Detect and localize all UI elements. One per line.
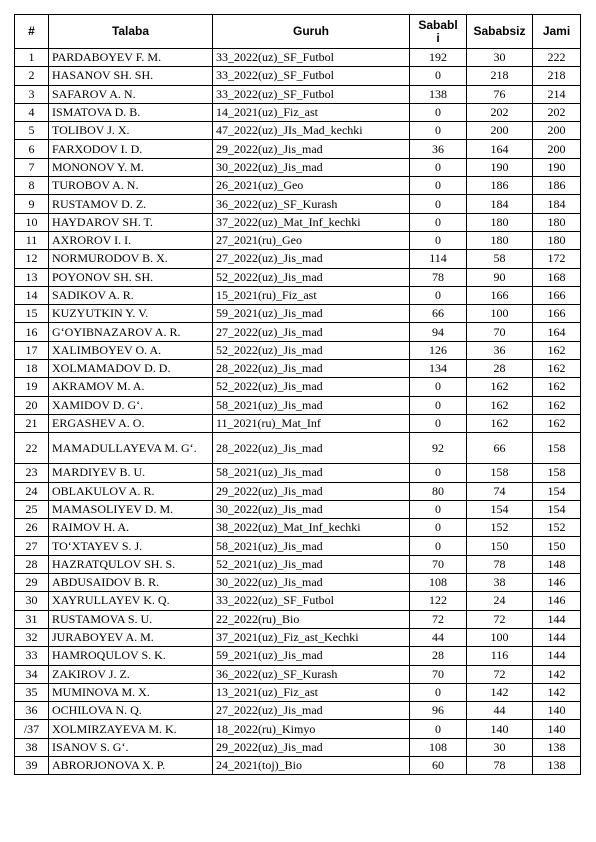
table-row (15, 49, 581, 67)
group-cell: 29_2022(uz)_Jis_mad (213, 140, 410, 158)
excused-cell: 0 (410, 213, 467, 231)
unexcused-cell: 190 (467, 158, 533, 176)
excused-cell: 72 (410, 610, 467, 628)
table-row (15, 268, 581, 286)
student-name-cell: TO‘XTAYEV S. J. (49, 537, 213, 555)
student-name-cell: HAYDAROV SH. T. (49, 213, 213, 231)
row-number-cell: /37 (15, 720, 49, 738)
total-cell: 158 (533, 433, 581, 464)
table-row (15, 647, 581, 665)
group-cell: 58_2021(uz)_Jis_mad (213, 464, 410, 482)
excused-cell: 60 (410, 756, 467, 774)
total-cell: 146 (533, 574, 581, 592)
row-number-cell: 33 (15, 647, 49, 665)
unexcused-cell: 186 (467, 177, 533, 195)
student-name-cell: ZAKIROV J. Z. (49, 665, 213, 683)
row-number-cell: 26 (15, 519, 49, 537)
row-number-cell: 23 (15, 464, 49, 482)
unexcused-cell: 24 (467, 592, 533, 610)
excused-cell: 0 (410, 177, 467, 195)
row-number-cell: 29 (15, 574, 49, 592)
table-row (15, 555, 581, 573)
table-row (15, 500, 581, 518)
table-row (15, 67, 581, 85)
row-number-cell: 7 (15, 158, 49, 176)
excused-cell: 0 (410, 378, 467, 396)
excused-cell: 0 (410, 195, 467, 213)
unexcused-cell: 158 (467, 464, 533, 482)
student-name-cell: ABDUSAIDOV B. R. (49, 574, 213, 592)
table-row (15, 414, 581, 432)
row-number-cell: 21 (15, 414, 49, 432)
table-row (15, 396, 581, 414)
total-cell: 166 (533, 305, 581, 323)
group-cell: 22_2022(ru)_Bio (213, 610, 410, 628)
table-row (15, 177, 581, 195)
unexcused-cell: 180 (467, 231, 533, 249)
student-name-cell: XOLMIRZAYEVA M. K. (49, 720, 213, 738)
total-cell: 162 (533, 378, 581, 396)
total-cell: 154 (533, 500, 581, 518)
group-cell: 52_2022(uz)_Jis_mad (213, 268, 410, 286)
unexcused-cell: 72 (467, 610, 533, 628)
header-group: Guruh (213, 15, 410, 49)
total-cell: 172 (533, 250, 581, 268)
group-cell: 59_2021(uz)_Jis_mad (213, 647, 410, 665)
group-cell: 11_2021(ru)_Mat_Inf (213, 414, 410, 432)
student-name-cell: TOLIBOV J. X. (49, 122, 213, 140)
student-name-cell: JURABOYEV A. M. (49, 628, 213, 646)
table-row (15, 122, 581, 140)
table-header-row (15, 15, 581, 49)
excused-cell: 0 (410, 396, 467, 414)
table-row (15, 702, 581, 720)
table-row (15, 140, 581, 158)
total-cell: 144 (533, 647, 581, 665)
table-row (15, 610, 581, 628)
unexcused-cell: 184 (467, 195, 533, 213)
excused-cell: 192 (410, 49, 467, 67)
excused-cell: 78 (410, 268, 467, 286)
header-unexcused: Sababsiz (467, 15, 533, 49)
student-name-cell: ABRORJONOVA X. P. (49, 756, 213, 774)
unexcused-cell: 58 (467, 250, 533, 268)
excused-cell: 94 (410, 323, 467, 341)
student-name-cell: AXROROV I. I. (49, 231, 213, 249)
table-row (15, 738, 581, 756)
excused-cell: 122 (410, 592, 467, 610)
group-cell: 37_2022(uz)_Mat_Inf_kechki (213, 213, 410, 231)
unexcused-cell: 76 (467, 85, 533, 103)
total-cell: 144 (533, 610, 581, 628)
row-number-cell: 39 (15, 756, 49, 774)
student-name-cell: ERGASHEV A. O. (49, 414, 213, 432)
total-cell: 154 (533, 482, 581, 500)
student-name-cell: MAMADULLAYEVA M. G‘. (49, 433, 213, 464)
excused-cell: 126 (410, 341, 467, 359)
unexcused-cell: 162 (467, 396, 533, 414)
student-name-cell: XOLMAMADOV D. D. (49, 360, 213, 378)
excused-cell: 80 (410, 482, 467, 500)
student-name-cell: SADIKOV A. R. (49, 286, 213, 304)
row-number-cell: 22 (15, 433, 49, 464)
student-name-cell: ISMATOVA D. B. (49, 103, 213, 121)
group-cell: 26_2021(uz)_Geo (213, 177, 410, 195)
row-number-cell: 9 (15, 195, 49, 213)
student-name-cell: NORMURODOV B. X. (49, 250, 213, 268)
header-total: Jami (533, 15, 581, 49)
group-cell: 58_2021(uz)_Jis_mad (213, 537, 410, 555)
total-cell: 214 (533, 85, 581, 103)
row-number-cell: 20 (15, 396, 49, 414)
unexcused-cell: 28 (467, 360, 533, 378)
excused-cell: 138 (410, 85, 467, 103)
header-excused (410, 15, 467, 49)
excused-cell: 70 (410, 555, 467, 573)
total-cell: 162 (533, 360, 581, 378)
unexcused-cell: 154 (467, 500, 533, 518)
student-name-cell: XAMIDOV D. G‘. (49, 396, 213, 414)
header-student: Talaba (49, 15, 213, 49)
table-row (15, 519, 581, 537)
table-row (15, 360, 581, 378)
group-cell: 27_2021(ru)_Geo (213, 231, 410, 249)
table-row (15, 158, 581, 176)
table-row (15, 195, 581, 213)
total-cell: 142 (533, 683, 581, 701)
unexcused-cell: 116 (467, 647, 533, 665)
row-number-cell: 34 (15, 665, 49, 683)
total-cell: 140 (533, 720, 581, 738)
total-cell: 184 (533, 195, 581, 213)
excused-cell: 0 (410, 519, 467, 537)
total-cell: 166 (533, 286, 581, 304)
student-name-cell: RUSTAMOV D. Z. (49, 195, 213, 213)
header-number: # (15, 15, 49, 49)
unexcused-cell: 100 (467, 305, 533, 323)
total-cell: 150 (533, 537, 581, 555)
row-number-cell: 18 (15, 360, 49, 378)
attendance-table (14, 14, 581, 775)
group-cell: 14_2021(uz)_Fiz_ast (213, 103, 410, 121)
row-number-cell: 25 (15, 500, 49, 518)
unexcused-cell: 36 (467, 341, 533, 359)
total-cell: 162 (533, 396, 581, 414)
unexcused-cell: 200 (467, 122, 533, 140)
unexcused-cell: 162 (467, 378, 533, 396)
excused-cell: 0 (410, 500, 467, 518)
row-number-cell: 30 (15, 592, 49, 610)
group-cell: 33_2022(uz)_SF_Futbol (213, 67, 410, 85)
unexcused-cell: 162 (467, 414, 533, 432)
row-number-cell: 24 (15, 482, 49, 500)
row-number-cell: 1 (15, 49, 49, 67)
table-row (15, 323, 581, 341)
group-cell: 30_2022(uz)_Jis_mad (213, 158, 410, 176)
row-number-cell: 8 (15, 177, 49, 195)
student-name-cell: RUSTAMOVA S. U. (49, 610, 213, 628)
table-body (15, 49, 581, 775)
group-cell: 37_2021(uz)_Fiz_ast_Kechki (213, 628, 410, 646)
group-cell: 29_2022(uz)_Jis_mad (213, 738, 410, 756)
student-name-cell: PARDABOYEV F. M. (49, 49, 213, 67)
row-number-cell: 5 (15, 122, 49, 140)
table-row (15, 537, 581, 555)
excused-cell: 70 (410, 665, 467, 683)
group-cell: 28_2022(uz)_Jis_mad (213, 433, 410, 464)
table-row (15, 231, 581, 249)
group-cell: 28_2022(uz)_Jis_mad (213, 360, 410, 378)
table-row (15, 103, 581, 121)
excused-cell: 0 (410, 464, 467, 482)
unexcused-cell: 66 (467, 433, 533, 464)
row-number-cell: 19 (15, 378, 49, 396)
excused-cell: 28 (410, 647, 467, 665)
row-number-cell: 13 (15, 268, 49, 286)
group-cell: 30_2022(uz)_Jis_mad (213, 574, 410, 592)
total-cell: 138 (533, 756, 581, 774)
student-name-cell: HASANOV SH. SH. (49, 67, 213, 85)
student-name-cell: XAYRULLAYEV K. Q. (49, 592, 213, 610)
total-cell: 158 (533, 464, 581, 482)
total-cell: 146 (533, 592, 581, 610)
group-cell: 47_2022(uz)_JIs_Mad_kechki (213, 122, 410, 140)
unexcused-cell: 164 (467, 140, 533, 158)
total-cell: 148 (533, 555, 581, 573)
row-number-cell: 15 (15, 305, 49, 323)
row-number-cell: 11 (15, 231, 49, 249)
row-number-cell: 36 (15, 702, 49, 720)
row-number-cell: 31 (15, 610, 49, 628)
excused-cell: 0 (410, 158, 467, 176)
unexcused-cell: 44 (467, 702, 533, 720)
total-cell: 190 (533, 158, 581, 176)
row-number-cell: 17 (15, 341, 49, 359)
group-cell: 33_2022(uz)_SF_Futbol (213, 85, 410, 103)
row-number-cell: 32 (15, 628, 49, 646)
table-row (15, 305, 581, 323)
excused-cell: 66 (410, 305, 467, 323)
excused-cell: 0 (410, 414, 467, 432)
table-row (15, 213, 581, 231)
unexcused-cell: 70 (467, 323, 533, 341)
student-name-cell: MARDIYEV B. U. (49, 464, 213, 482)
row-number-cell: 6 (15, 140, 49, 158)
group-cell: 52_2021(uz)_Jis_mad (213, 555, 410, 573)
total-cell: 202 (533, 103, 581, 121)
table-row (15, 574, 581, 592)
total-cell: 200 (533, 140, 581, 158)
table-row (15, 378, 581, 396)
row-number-cell: 4 (15, 103, 49, 121)
student-name-cell: XALIMBOYEV O. A. (49, 341, 213, 359)
row-number-cell: 3 (15, 85, 49, 103)
student-name-cell: G‘OYIBNAZAROV A. R. (49, 323, 213, 341)
student-name-cell: HAZRATQULOV SH. S. (49, 555, 213, 573)
row-number-cell: 38 (15, 738, 49, 756)
student-name-cell: OBLAKULOV A. R. (49, 482, 213, 500)
row-number-cell: 28 (15, 555, 49, 573)
total-cell: 138 (533, 738, 581, 756)
excused-cell: 36 (410, 140, 467, 158)
total-cell: 144 (533, 628, 581, 646)
table-row (15, 628, 581, 646)
total-cell: 186 (533, 177, 581, 195)
table-row (15, 665, 581, 683)
row-number-cell: 16 (15, 323, 49, 341)
table-row (15, 85, 581, 103)
unexcused-cell: 74 (467, 482, 533, 500)
row-number-cell: 12 (15, 250, 49, 268)
unexcused-cell: 100 (467, 628, 533, 646)
excused-cell: 44 (410, 628, 467, 646)
unexcused-cell: 78 (467, 756, 533, 774)
excused-cell: 108 (410, 738, 467, 756)
student-name-cell: MUMINOVA M. X. (49, 683, 213, 701)
student-name-cell: AKRAMOV M. A. (49, 378, 213, 396)
excused-cell: 0 (410, 103, 467, 121)
group-cell: 24_2021(toj)_Bio (213, 756, 410, 774)
unexcused-cell: 166 (467, 286, 533, 304)
group-cell: 27_2022(uz)_Jis_mad (213, 250, 410, 268)
excused-cell: 0 (410, 720, 467, 738)
group-cell: 18_2022(ru)_Kimyo (213, 720, 410, 738)
total-cell: 162 (533, 341, 581, 359)
unexcused-cell: 90 (467, 268, 533, 286)
total-cell: 152 (533, 519, 581, 537)
student-name-cell: ISANOV S. G‘. (49, 738, 213, 756)
group-cell: 13_2021(uz)_Fiz_ast (213, 683, 410, 701)
excused-cell: 0 (410, 286, 467, 304)
row-number-cell: 27 (15, 537, 49, 555)
student-name-cell: KUZYUTKIN Y. V. (49, 305, 213, 323)
group-cell: 33_2022(uz)_SF_Futbol (213, 592, 410, 610)
unexcused-cell: 30 (467, 738, 533, 756)
header-excused-line2: i (436, 30, 440, 45)
total-cell: 222 (533, 49, 581, 67)
total-cell: 168 (533, 268, 581, 286)
excused-cell: 96 (410, 702, 467, 720)
excused-cell: 0 (410, 231, 467, 249)
unexcused-cell: 78 (467, 555, 533, 573)
unexcused-cell: 202 (467, 103, 533, 121)
student-name-cell: RAIMOV H. A. (49, 519, 213, 537)
group-cell: 30_2022(uz)_Jis_mad (213, 500, 410, 518)
group-cell: 15_2021(ru)_Fiz_ast (213, 286, 410, 304)
group-cell: 27_2022(uz)_Jis_mad (213, 323, 410, 341)
student-name-cell: SAFAROV A. N. (49, 85, 213, 103)
student-name-cell: OCHILOVA N. Q. (49, 702, 213, 720)
excused-cell: 114 (410, 250, 467, 268)
table-row (15, 341, 581, 359)
group-cell: 58_2021(uz)_Jis_mad (213, 396, 410, 414)
table-row (15, 756, 581, 774)
group-cell: 52_2022(uz)_Jis_mad (213, 341, 410, 359)
group-cell: 36_2022(uz)_SF_Kurash (213, 665, 410, 683)
table-row (15, 286, 581, 304)
excused-cell: 108 (410, 574, 467, 592)
unexcused-cell: 30 (467, 49, 533, 67)
student-name-cell: POYONOV SH. SH. (49, 268, 213, 286)
student-name-cell: HAMROQULOV S. K. (49, 647, 213, 665)
header-excused-line1: Sababl (418, 17, 458, 32)
table-row (15, 464, 581, 482)
row-number-cell: 14 (15, 286, 49, 304)
total-cell: 218 (533, 67, 581, 85)
group-cell: 27_2022(uz)_Jis_mad (213, 702, 410, 720)
table-row (15, 250, 581, 268)
group-cell: 38_2022(uz)_Mat_Inf_kechki (213, 519, 410, 537)
excused-cell: 134 (410, 360, 467, 378)
group-cell: 52_2022(uz)_Jis_mad (213, 378, 410, 396)
row-number-cell: 35 (15, 683, 49, 701)
table-row (15, 683, 581, 701)
total-cell: 142 (533, 665, 581, 683)
unexcused-cell: 140 (467, 720, 533, 738)
row-number-cell: 2 (15, 67, 49, 85)
unexcused-cell: 180 (467, 213, 533, 231)
unexcused-cell: 142 (467, 683, 533, 701)
total-cell: 180 (533, 231, 581, 249)
unexcused-cell: 152 (467, 519, 533, 537)
unexcused-cell: 38 (467, 574, 533, 592)
total-cell: 162 (533, 414, 581, 432)
excused-cell: 0 (410, 537, 467, 555)
excused-cell: 0 (410, 122, 467, 140)
table-row (15, 720, 581, 738)
group-cell: 59_2021(uz)_Jis_mad (213, 305, 410, 323)
unexcused-cell: 218 (467, 67, 533, 85)
excused-cell: 0 (410, 683, 467, 701)
group-cell: 36_2022(uz)_SF_Kurash (213, 195, 410, 213)
table-row (15, 592, 581, 610)
group-cell: 29_2022(uz)_Jis_mad (213, 482, 410, 500)
student-name-cell: TUROBOV A. N. (49, 177, 213, 195)
total-cell: 180 (533, 213, 581, 231)
total-cell: 140 (533, 702, 581, 720)
excused-cell: 0 (410, 67, 467, 85)
total-cell: 164 (533, 323, 581, 341)
student-name-cell: MAMASOLIYEV D. M. (49, 500, 213, 518)
student-name-cell: FARXODOV I. D. (49, 140, 213, 158)
row-number-cell: 10 (15, 213, 49, 231)
unexcused-cell: 150 (467, 537, 533, 555)
table-row (15, 433, 581, 464)
group-cell: 33_2022(uz)_SF_Futbol (213, 49, 410, 67)
total-cell: 200 (533, 122, 581, 140)
unexcused-cell: 72 (467, 665, 533, 683)
table-row (15, 482, 581, 500)
student-name-cell: MONONOV Y. M. (49, 158, 213, 176)
excused-cell: 92 (410, 433, 467, 464)
